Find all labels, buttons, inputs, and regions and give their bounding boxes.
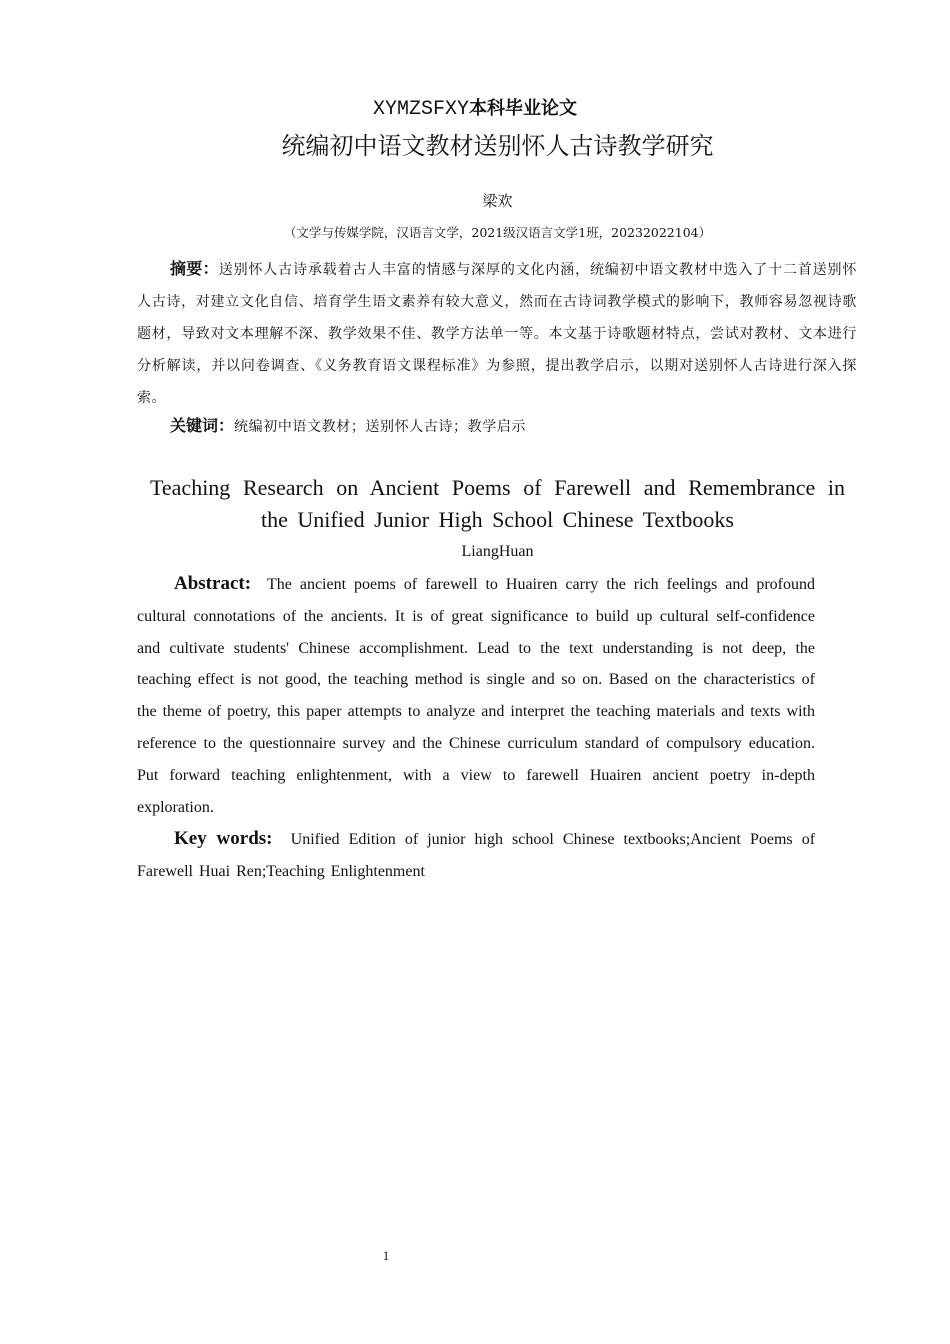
chinese-affiliation: （文学与传媒学院，汉语言文学，2021级汉语言文学1班，20232022104） (283, 225, 712, 240)
english-keywords-label: Key words: (174, 828, 273, 849)
chinese-title: 统编初中语文教材送别怀人古诗教学研究 (281, 132, 714, 160)
page-number: 1 (382, 1248, 390, 1263)
thesis-header (0, 94, 950, 123)
chinese-abstract-label: 摘要： (170, 259, 219, 278)
chinese-abstract-text: 送别怀人古诗承载着古人丰富的情感与深厚的文化内涵，统编初中语文教材中选入了十二首送别怀人古诗，对建立文化自信、培育学生语文素养有较大意义，然而在古诗词教学模式的影响下，教师容易忽视诗歌题材，导致对文本理解不深、教学效果不佳、教学方法单一等。本文基于诗歌题材特点，尝试对教材、文本进行分析解读，并以问卷调查、《义务教育语文课程标准》为参照，提出教学启示，以期对送别怀人古诗进行深入探索。 (137, 262, 857, 406)
english-abstract (137, 568, 815, 823)
english-title: Teaching Research on Ancient Poems of Farewell and Remembrance in the Unified Junior High School Chinese Textbooks (150, 475, 845, 532)
chinese-keywords-label: 关键词： (170, 416, 235, 435)
chinese-keywords-text: 统编初中语文教材；送别怀人古诗；教学启示 (234, 419, 527, 435)
english-keywords (137, 823, 815, 888)
thesis-type-label: 本科毕业论文 (469, 98, 577, 119)
english-author: LiangHuan (461, 543, 534, 560)
english-abstract-text: The ancient poems of farewell to Huairen carry the rich feelings and profound cultural connotations of the ancients. It is of great significance to build up cultural self-confidence and cultivate students' Chinese accomplishment. Lead to the text understanding is not deep, the teaching effect is not good, the teaching method is single and so on. Based on the characteristics of the theme of poetry, this paper attempts to analyze and interpret the teaching materials and texts with reference to the questionnaire survey and the Chinese curriculum standard of compulsory education. Put forward teaching enlightenment, with a view to farewell Huairen ancient poetry in-depth exploration. (137, 576, 816, 816)
chinese-author: 梁欢 (482, 192, 513, 210)
chinese-abstract (137, 253, 857, 414)
english-keywords-text: Unified Edition of junior high school Chinese textbooks;Ancient Poems of Farewell Huai Ren;Teaching Enlightenment (137, 831, 816, 880)
english-abstract-label: Abstract: (174, 573, 252, 594)
institution-code: XYMZSFXY (372, 98, 469, 121)
chinese-keywords (137, 410, 857, 443)
